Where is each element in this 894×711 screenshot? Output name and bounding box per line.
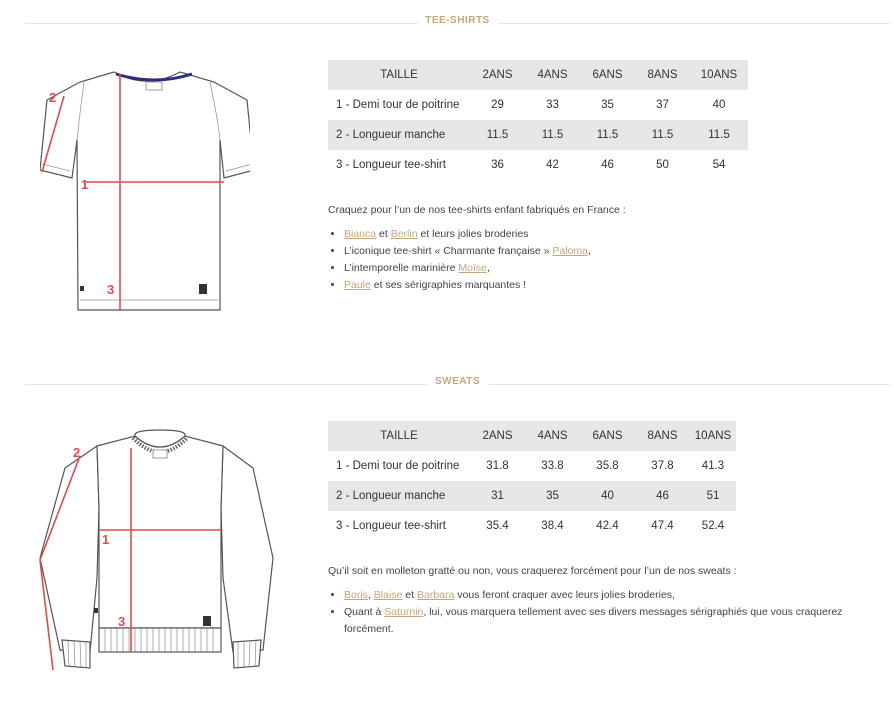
tee-heading: TEE-SHIRTS bbox=[417, 15, 497, 26]
table-row bbox=[328, 150, 748, 180]
cell: 38.4 bbox=[541, 520, 564, 532]
tee-section-heading bbox=[25, 15, 890, 31]
text: , bbox=[367, 589, 374, 601]
cell: 35.4 bbox=[486, 520, 509, 532]
cell: 50 bbox=[656, 159, 669, 171]
text: L’iconique tee-shirt « Charmante française » bbox=[344, 245, 553, 257]
table-row bbox=[328, 120, 748, 150]
product-link-berlin[interactable]: Berlin bbox=[390, 228, 418, 240]
cell: 11.5 bbox=[541, 129, 564, 141]
list-item bbox=[344, 226, 848, 243]
list-item bbox=[344, 604, 848, 638]
measure-label-2: 2 bbox=[49, 90, 57, 105]
cell: 52.4 bbox=[701, 520, 725, 532]
text: et bbox=[402, 589, 417, 601]
col-header: 10ANS bbox=[694, 430, 732, 442]
product-link-moise[interactable]: Moïse bbox=[458, 262, 487, 274]
cell: 51 bbox=[706, 490, 720, 502]
sweat-description bbox=[328, 563, 848, 638]
cell: 11.5 bbox=[651, 129, 674, 141]
text: vous feront craquer avec leurs jolies broderies, bbox=[454, 589, 675, 601]
cell: 41.3 bbox=[701, 460, 725, 472]
sweat-product-list bbox=[328, 587, 848, 638]
measure-label-1: 1 bbox=[81, 177, 89, 192]
table-row bbox=[328, 451, 736, 481]
cell: 35.8 bbox=[596, 460, 619, 472]
text: et leurs jolies broderies bbox=[417, 228, 529, 240]
sweat-heading: SWEATS bbox=[427, 376, 488, 387]
list-item bbox=[344, 260, 848, 277]
table-row bbox=[328, 481, 736, 511]
col-header: TAILLE bbox=[380, 430, 418, 442]
col-header: 2ANS bbox=[482, 69, 513, 81]
cell: 54 bbox=[712, 159, 726, 171]
cell: 37.8 bbox=[651, 460, 674, 472]
cell: 47.4 bbox=[651, 520, 674, 532]
col-header: 4ANS bbox=[537, 69, 568, 81]
cell: 40 bbox=[712, 99, 726, 111]
text: Quant à bbox=[344, 606, 385, 618]
col-header: 8ANS bbox=[647, 430, 678, 442]
cell: 11.5 bbox=[596, 129, 619, 141]
cell: 29 bbox=[491, 99, 504, 111]
row-label: 3 - Longueur tee-shirt bbox=[336, 520, 446, 532]
tee-intro: Craquez pour l’un de nos tee-shirts enfant fabriqués en France : bbox=[328, 204, 626, 216]
product-link-paule[interactable]: Paule bbox=[344, 279, 371, 291]
row-label: 2 - Longueur manche bbox=[336, 490, 446, 502]
product-link-saturnin[interactable]: Saturnin bbox=[384, 606, 424, 618]
table-row bbox=[328, 90, 748, 120]
col-header: 10ANS bbox=[700, 69, 738, 81]
row-label: 1 - Demi tour de poitrine bbox=[336, 99, 460, 111]
row-label: 2 - Longueur manche bbox=[336, 129, 446, 141]
row-label: 3 - Longueur tee-shirt bbox=[336, 159, 446, 171]
sweat-size-table bbox=[328, 421, 736, 541]
text: , bbox=[587, 245, 591, 257]
cell: 11.5 bbox=[486, 129, 509, 141]
cell: 11.5 bbox=[708, 129, 730, 141]
cell: 33.8 bbox=[541, 460, 564, 472]
cell: 42.4 bbox=[596, 520, 619, 532]
tee-size-table bbox=[328, 60, 748, 180]
list-item bbox=[344, 587, 848, 604]
list-item bbox=[344, 243, 848, 260]
cell: 35 bbox=[601, 99, 614, 111]
product-link-boris[interactable]: Boris bbox=[344, 589, 368, 601]
col-header: 8ANS bbox=[647, 69, 678, 81]
product-link-bianca[interactable]: Bianca bbox=[344, 228, 377, 240]
product-link-paloma[interactable]: Paloma bbox=[552, 245, 588, 257]
col-header: TAILLE bbox=[380, 69, 418, 81]
table-header-row bbox=[328, 60, 748, 90]
col-header: 6ANS bbox=[592, 69, 623, 81]
cell: 37 bbox=[656, 99, 669, 111]
text: et ses sérigraphies marquantes ! bbox=[370, 279, 527, 291]
product-link-barbara[interactable]: Barbara bbox=[416, 589, 455, 601]
cell: 46 bbox=[656, 490, 669, 502]
cell: 46 bbox=[601, 159, 614, 171]
tee-shirt-illustration bbox=[40, 60, 250, 320]
measure-label-2: 2 bbox=[73, 445, 81, 460]
sweat-intro: Qu’il soit en molleton gratté ou non, vous craquerez forcément pour l’un de nos sweats : bbox=[328, 565, 737, 577]
cell: 35 bbox=[546, 490, 559, 502]
table-header-row bbox=[328, 421, 736, 451]
measure-label-3: 3 bbox=[118, 614, 126, 629]
sweat-section-heading bbox=[25, 376, 890, 392]
tee-product-list bbox=[328, 226, 848, 294]
col-header: 4ANS bbox=[537, 430, 568, 442]
table-row bbox=[328, 511, 736, 541]
measure-label-3: 3 bbox=[107, 282, 115, 297]
row-label: 1 - Demi tour de poitrine bbox=[336, 460, 460, 472]
measure-label-1: 1 bbox=[102, 532, 110, 547]
sweat-illustration bbox=[35, 428, 285, 678]
col-header: 2ANS bbox=[482, 430, 513, 442]
text: L’intemporelle marinière bbox=[344, 262, 459, 274]
tee-description bbox=[328, 202, 848, 294]
text: , bbox=[486, 262, 490, 274]
list-item bbox=[344, 277, 848, 294]
cell: 31 bbox=[491, 490, 504, 502]
cell: 42 bbox=[546, 159, 559, 171]
product-link-blaise[interactable]: Blaise bbox=[373, 589, 403, 601]
col-header: 6ANS bbox=[592, 430, 623, 442]
cell: 33 bbox=[546, 99, 559, 111]
text: et bbox=[376, 228, 391, 240]
text: , lui, vous marquera tellement avec ses divers messages sérigraphiés que vous craquerez forcément. bbox=[344, 606, 843, 635]
cell: 31.8 bbox=[486, 460, 509, 472]
cell: 36 bbox=[491, 159, 504, 171]
cell: 40 bbox=[601, 490, 614, 502]
